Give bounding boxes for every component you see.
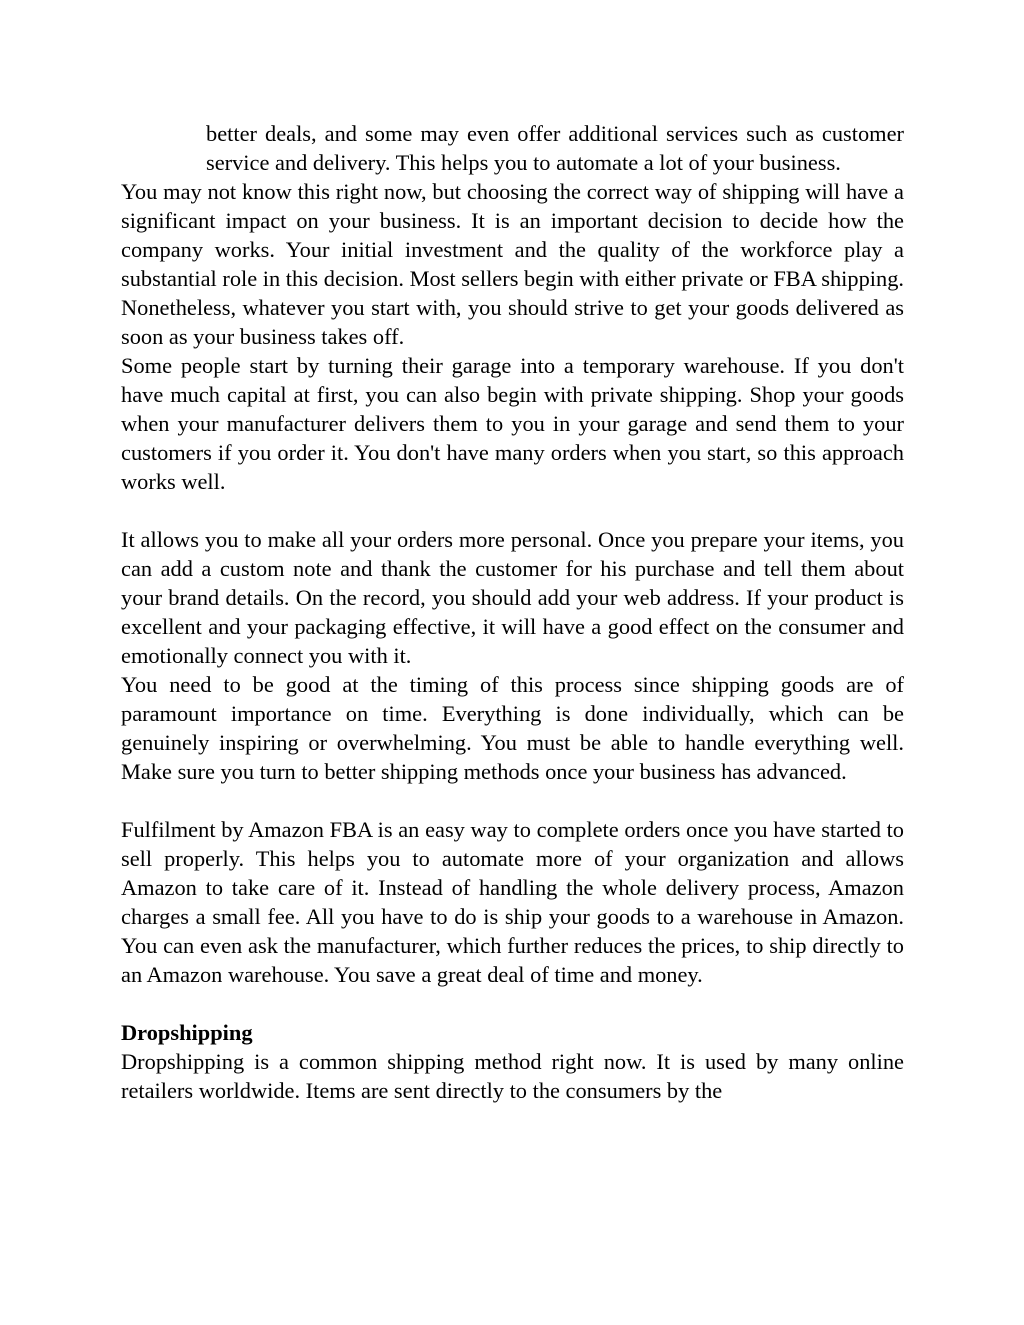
document-page — [121, 119, 904, 1105]
section-heading-dropshipping: Dropshipping — [121, 1020, 253, 1045]
paragraph-shipping-choice: You may not know this right now, but choosing the correct way of shipping will have a significant impact on your business. It is an important decision to decide how the company works. Your initial investment and the quality of the workforce play a substantial role in this decision. Most sellers begin with either private or FBA shipping. Nonetheless, whatever you start with, you should strive to get your goods delivered as soon as your business takes off. — [121, 179, 904, 349]
paragraph-spacer — [121, 496, 904, 525]
paragraph-garage-warehouse: Some people start by turning their garage into a temporary warehouse. If you don't have much capital at first, you can also begin with private shipping. Shop your goods when your manufacturer delivers them to you in your garage and send them to your customers if you order it. You don't have many orders when you start, so this approach works well. — [121, 353, 904, 494]
paragraph-personal-orders: It allows you to make all your orders more personal. Once you prepare your items, you can add a custom note and thank the customer for his purchase and tell them about your brand details. On the record, you should add your web address. If your product is excellent and your packaging effective, it will have a good effect on the consumer and emotionally connect you with it. — [121, 527, 904, 668]
paragraph-continued-list-item: better deals, and some may even offer additional services such as customer service and delivery. This helps you to automate a lot of your business. — [206, 121, 904, 175]
paragraph-spacer — [121, 786, 904, 815]
paragraph-dropshipping: Dropshipping is a common shipping method right now. It is used by many online retailers worldwide. Items are sent directly to the consumers by the — [121, 1049, 904, 1103]
paragraph-spacer — [121, 989, 904, 1018]
paragraph-fba: Fulfilment by Amazon FBA is an easy way to complete orders once you have started to sell properly. This helps you to automate more of your organization and allows Amazon to take care of it. Instead of handling the whole delivery process, Amazon charges a small fee. All you have to do is ship your goods to a warehouse in Amazon. You can even ask the manufacturer, which further reduces the prices, to ship directly to an Amazon warehouse. You save a great deal of time and money. — [121, 817, 904, 987]
paragraph-timing: You need to be good at the timing of this process since shipping goods are of paramount importance on time. Everything is done individually, which can be genuinely inspiring or overwhelming. You must be able to handle everything well. Make sure you turn to better shipping methods once your business has advanced. — [121, 672, 904, 784]
